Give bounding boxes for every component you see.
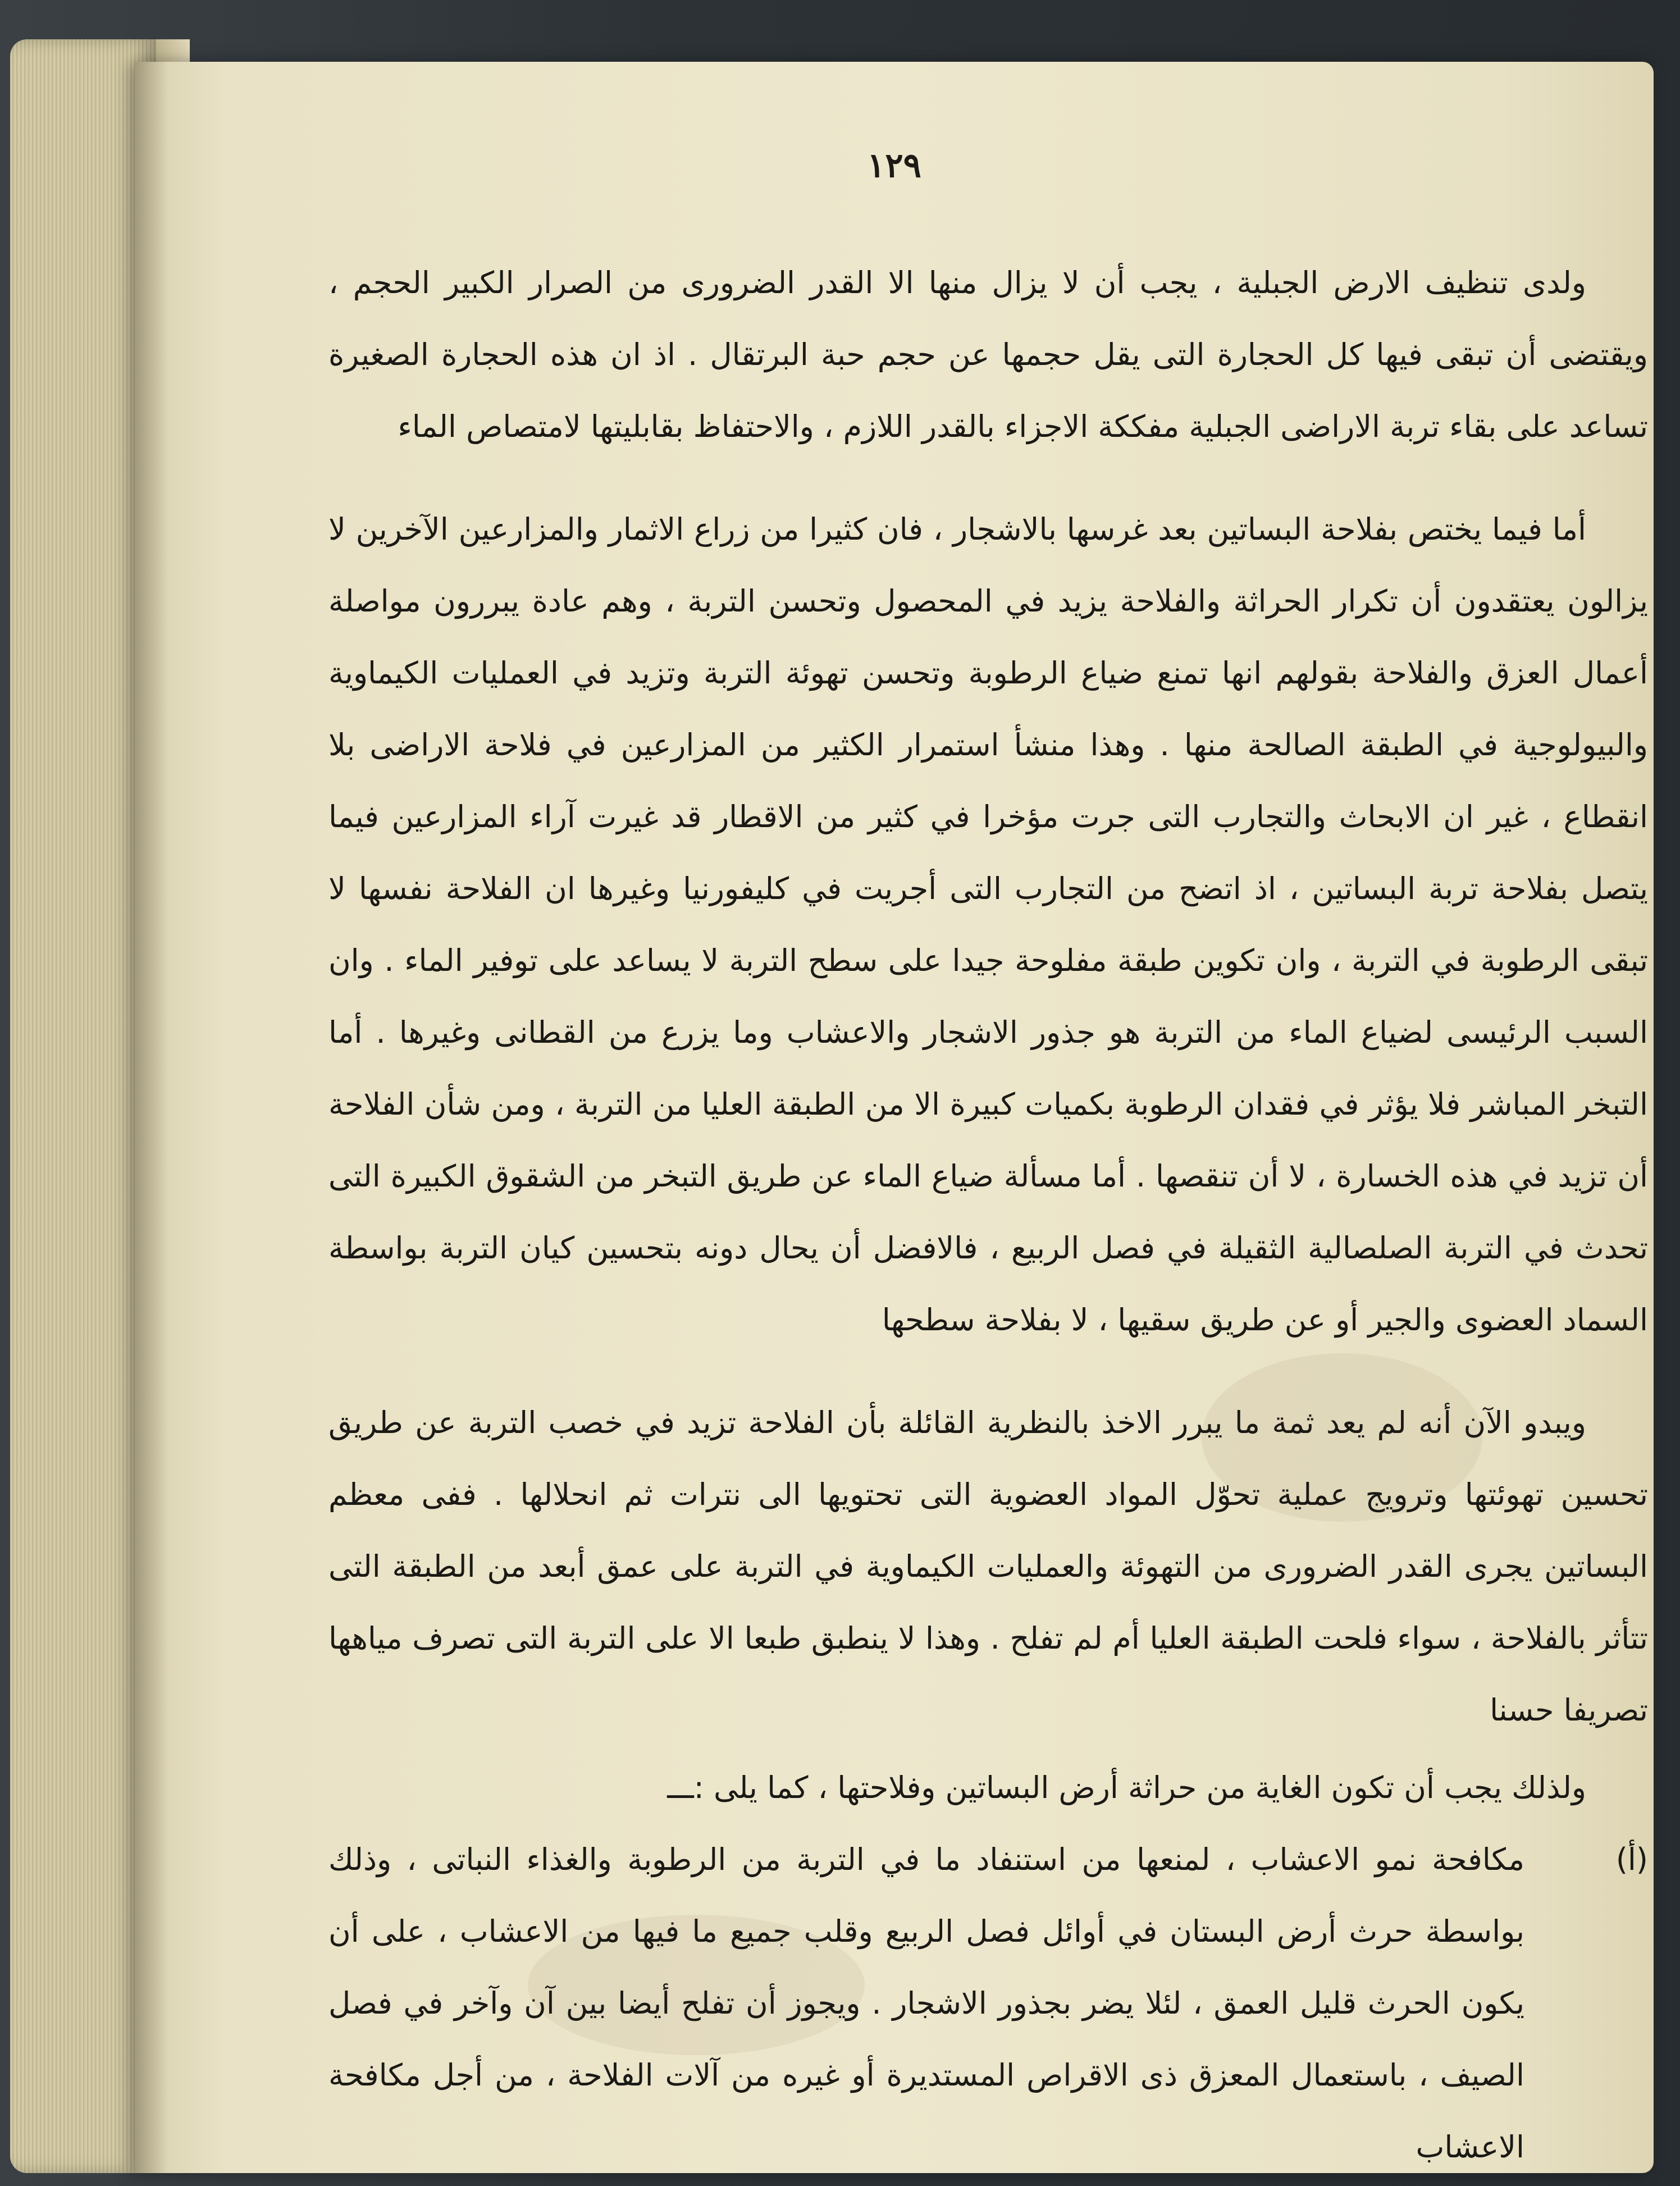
book-page (135, 62, 1654, 2173)
paragraph-2: أما فيما يختص بفلاحة البساتين بعد غرسها بالاشجار ، فان كثيرا من زراع الاثمار والمزارعين الآخرين لا يزالون يعتقدون أن تكرار الحراثة والفلاحة يزيد في المحصول وتحسن التربة ، وهم عادة يبررون مواصلة أعمال العزق والفلاحة بقولهم انها تمنع ضياع الرطوبة وتحسن تهوئة التربة وتزيد في العمليات الكيماوية والبيولوجية في الطبقة الصالحة منها . وهذا منشأ استمرار الكثير من المزارعين في فلاحة الاراضى بلا انقطاع ، غير ان الابحاث والتجارب التى جرت مؤخرا في كثير من الاقطار قد غيرت آراء المزارعين فيما يتصل بفلاحة تربة البساتين ، اذ اتضح من التجارب التى أجريت في كليفورنيا وغيرها ان الفلاحة نفسها لا تبقى الرطوبة في التربة ، وان تكوين طبقة مفلوحة جيدا على سطح التربة لا يساعد على توفير الماء . وان السبب الرئيسى لضياع الماء من التربة هو جذور الاشجار والاعشاب وما يزرع من القطانى وغيرها . أما التبخر المباشر فلا يؤثر في فقدان الرطوبة بكميات كبيرة الا من الطبقة العليا من التربة ، ومن شأن الفلاحة أن تزيد في هذه الخسارة ، لا أن تنقصها . أما مسألة ضياع الماء عن طريق التبخر من الشقوق الكبيرة التى تحدث في التربة الصلصالية الثقيلة في فصل الربيع ، فالافضل أن يحال دونه بتحسين كيان التربة بواسطة السماد العضوى والجير أو عن طريق سقيها ، لا بفلاحة سطحها (328, 512, 1648, 1338)
list-item-text: مكافحة نمو الاعشاب ، لمنعها من استنفاد ما في التربة من الرطوبة والغذاء النباتى ، وذلك بواسطة حرث أرض البستان في أوائل فصل الربيع وقلب جميع ما فيها من الاعشاب ، على أن يكون الحرث قليل العمق ، لئلا يضر بجذور الاشجار . ويجوز أن تفلح أيضا بين آن وآخر في فصل الصيف ، باستعمال المعزق ذى الاقراص المستديرة أو غيره من آلات الفلاحة ، من أجل مكافحة الاعشاب (328, 1842, 1524, 2165)
list-marker: (أ) (1615, 1842, 1648, 1877)
paragraph-4: ولذلك يجب أن تكون الغاية من حراثة أرض البساتين وفلاحتها ، كما يلى :ـــ (667, 1770, 1586, 1805)
body-text (328, 247, 1648, 2183)
page-number: ١٢٩ (867, 146, 921, 185)
paragraph-1: ولدى تنظيف الارض الجبلية ، يجب أن لا يزال منها الا القدر الضرورى من الصرار الكبير الحجم ، ويقتضى أن تبقى فيها كل الحجارة التى يقل حجمها عن حجم حبة البرتقال . اذ ان هذه الحجارة الصغيرة تساعد على بقاء تربة الاراضى الجبلية مفككة الاجزاء بالقدر اللازم ، والاحتفاظ بقابليتها لامتصاص الماء (328, 265, 1648, 444)
paragraph-3: ويبدو الآن أنه لم يعد ثمة ما يبرر الاخذ بالنظرية القائلة بأن الفلاحة تزيد في خصب التربة عن طريق تحسين تهوئتها وترويج عملية تحوّل المواد العضوية التى تحتويها الى نترات ثم انحلالها . ففى معظم البساتين يجرى القدر الضرورى من التهوئة والعمليات الكيماوية في التربة على عمق أبعد من الطبقة التى تتأثر بالفلاحة ، سواء فلحت الطبقة العليا أم لم تفلح . وهذا لا ينطبق طبعا الا على التربة التى تصرف مياهها تصريفا حسنا (328, 1405, 1648, 1728)
page-edges-stack (10, 39, 156, 2173)
list-item-a (328, 1824, 1648, 2183)
